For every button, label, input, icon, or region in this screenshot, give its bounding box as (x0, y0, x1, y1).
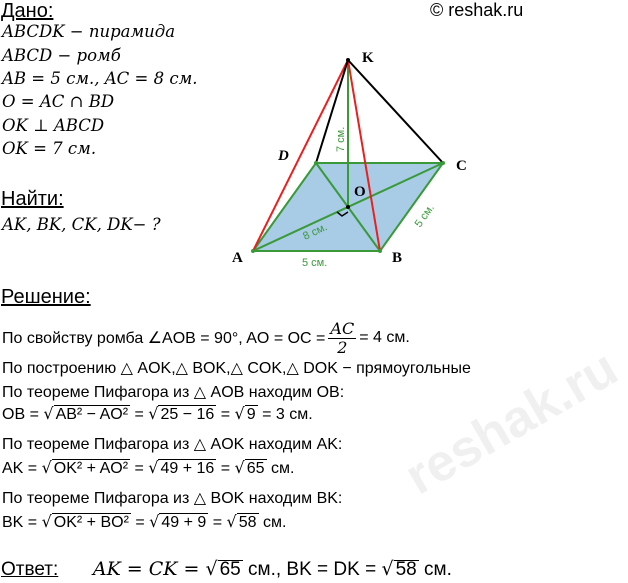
given-line-2: ABCD − ромб (2, 46, 121, 65)
pyramid-figure (0, 0, 567, 300)
measure-ok: 7 см. (335, 126, 347, 152)
eq-sign: = (216, 460, 235, 477)
radicand-3: 58 (238, 514, 257, 531)
eq-sign: = (208, 514, 227, 531)
answer-end: см. (418, 559, 452, 580)
answer-title: Ответ: (1, 559, 59, 580)
solution-line-6: AK = √ OK² + AO² = √ 49 + 16 = √ 65 см. (2, 458, 295, 477)
ak-lhs: AK = (2, 460, 42, 477)
radicand-1: OK² + AO² (53, 460, 129, 477)
label-a: A (232, 250, 243, 266)
fraction-denominator: 2 (337, 337, 348, 357)
answer-radicand-65: 65 (219, 559, 241, 580)
solution-line-2: По построению △ AOK,△ BOK,△ COK,△ DOK − прямоугольные (2, 360, 471, 377)
label-b: B (392, 250, 403, 266)
site-watermark: © reshak.ru (430, 0, 524, 20)
ak-result: см. (266, 460, 295, 477)
solution-line-1-text: По свойству ромба ∠AOB = 90°, AO = OC = (2, 330, 326, 347)
answer-ak-ck: AK = CK = (92, 558, 206, 580)
solution-line-8: BK = √ OK² + BO² = √ 49 + 9 = √ 58 см. (2, 512, 287, 531)
eq-sign: = (216, 406, 235, 423)
bk-lhs: BK = (2, 514, 42, 531)
find-text: AK, BK, CK, DK− ? (2, 215, 161, 234)
eq-sign: = (130, 514, 150, 531)
solution-line-1-result: = 4 см. (359, 329, 410, 346)
answer-radicand-58: 58 (395, 559, 417, 580)
answer-line: Ответ: AK = CK = √ 65 см., BK = DK = √ 58 см. (1, 558, 452, 580)
ob-result: = 3 см. (257, 406, 313, 423)
radicand-2: 25 − 16 (160, 406, 215, 423)
find-title: Найти: (1, 188, 64, 210)
fraction-ac-2 (328, 320, 356, 357)
solution-line-7: По теореме Пифагора из △ BOK находим BK: (2, 490, 343, 507)
radicand-1: AB² − AO² (55, 406, 129, 423)
eq-sign: = (130, 406, 149, 423)
label-k: K (362, 50, 374, 66)
eq-sign: = (130, 460, 149, 477)
ob-lhs: OB = (2, 406, 44, 423)
radicand-3: 9 (246, 406, 256, 423)
label-c: C (456, 158, 467, 174)
bk-result: см. (258, 514, 287, 531)
answer-mid: см., BK = DK = (242, 559, 382, 580)
given-line-5: OK ⊥ ABCD (2, 116, 105, 135)
solution-line-3: По теореме Пифагора из △ AOB находим OB: (2, 384, 345, 401)
measure-bc: 5 см. (412, 202, 437, 230)
label-d: D (278, 148, 289, 164)
reshak-watermark: reshak.ru (395, 338, 628, 507)
fraction-numerator: AC (330, 318, 355, 338)
given-line-6: OK = 7 см. (2, 139, 97, 158)
given-line-3: AB = 5 см., AC = 8 см. (2, 69, 198, 88)
radicand-1: OK² + BO² (53, 514, 129, 531)
given-line-1: ABCDK − пирамида (2, 22, 176, 41)
measure-ac: 8 см. (301, 221, 330, 243)
solution-line-4: OB = √ AB² − AO² = √ 25 − 16 = √ 9 = 3 см. (2, 404, 313, 423)
solution-title: Решение: (1, 286, 91, 308)
measure-ab: 5 см. (302, 257, 328, 269)
radicand-2: 49 + 16 (160, 460, 215, 477)
radicand-3: 65 (246, 460, 265, 477)
given-title: Дано: (1, 0, 54, 22)
given-line-4: O = AC ∩ BD (2, 92, 115, 111)
label-o: O (354, 184, 366, 200)
solution-line-5: По теореме Пифагора из △ AOK находим AK: (2, 436, 343, 453)
solution-line-1 (2, 318, 410, 358)
radicand-2: 49 + 9 (161, 514, 207, 531)
